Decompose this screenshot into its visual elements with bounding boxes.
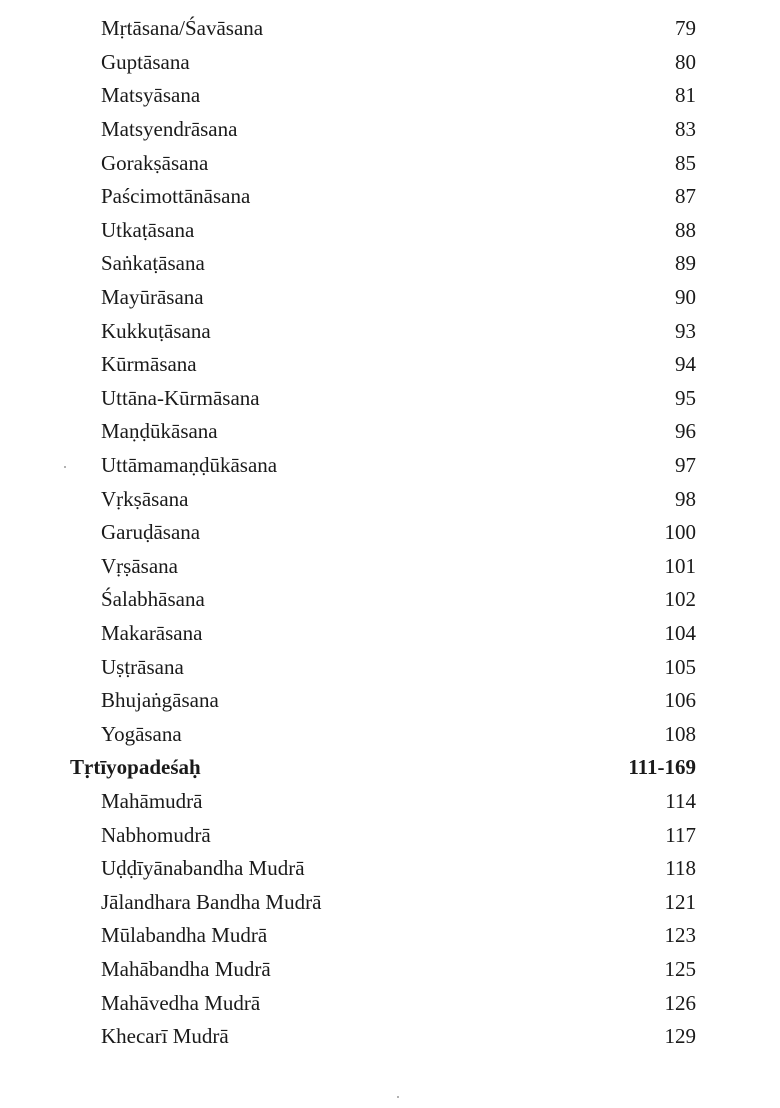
toc-entry-page-number: 105 [664,654,696,679]
toc-entry-page-number: 106 [664,688,696,713]
toc-entry-title: Mahāmudrā [101,788,203,813]
toc-entry-page-number: 90 [675,285,696,310]
toc-entry-row [70,214,696,248]
toc-entry-page-number: 79 [675,16,696,41]
toc-entry-title: Yogāsana [101,721,182,746]
toc-entry-page-number: 89 [675,251,696,276]
toc-entry-page-number: 100 [664,520,696,545]
toc-entry-page-number: 108 [664,721,696,746]
toc-entry-row [70,79,696,113]
toc-entry-title: Garuḍāsana [101,520,201,545]
toc-entry-page-number: 118 [665,856,696,881]
toc-entry-title: Matsyāsana [101,83,201,108]
toc-entry-row [70,617,696,651]
toc-entry-title: Makarāsana [101,620,203,645]
toc-entry-row [70,113,696,147]
toc-entry-page-number: 94 [675,352,696,377]
toc-entry-row [70,885,696,919]
toc-entry-page-number: 104 [664,620,696,645]
toc-entry-row [70,953,696,987]
toc-entry-title: Kukkuṭāsana [101,318,211,343]
toc-entry-row [70,46,696,80]
toc-entry-page-number: 98 [675,486,696,511]
toc-entry-page-number: 129 [664,1024,696,1049]
toc-entry-title: Uttāmamaṇḍūkāsana [101,453,278,478]
toc-entry-page-number: 95 [675,385,696,410]
toc-entry-page-number: 125 [664,956,696,981]
table-of-contents [70,12,696,1053]
toc-entry-row [70,986,696,1020]
toc-entry-title: Mahābandha Mudrā [101,956,271,981]
toc-entry-title: Gorakṣāsana [101,150,209,175]
toc-entry-row [70,382,696,416]
toc-entry-row [70,415,696,449]
toc-entry-row [70,684,696,718]
toc-entry-page-number: 126 [664,990,696,1015]
toc-entry-page-number: 117 [665,822,696,847]
toc-entry-page-number: 96 [675,419,696,444]
toc-entry-title: Uttāna-Kūrmāsana [101,385,260,410]
toc-entry-title: Saṅkaṭāsana [101,251,205,276]
toc-entry-row [70,650,696,684]
scan-speck [397,1096,399,1098]
toc-entry-title: Paścimottānāsana [101,184,251,209]
toc-entry-row [70,1020,696,1054]
toc-entry-row [70,449,696,483]
toc-entry-page-number: 93 [675,318,696,343]
toc-entry-title: Mayūrāsana [101,285,204,310]
toc-entry-row [70,482,696,516]
toc-entry-row [70,818,696,852]
toc-entry-row [70,314,696,348]
toc-entry-title: Maṇḍūkāsana [101,419,218,444]
toc-entry-page-number: 97 [675,453,696,478]
toc-entry-title: Vṛkṣāsana [101,486,189,511]
toc-entry-title: Nabhomudrā [101,822,211,847]
toc-entry-title: Uṣṭrāsana [101,654,184,679]
toc-section-title: Tṛtīyopadeśaḥ [70,755,201,780]
toc-section-row [70,751,696,785]
toc-entry-row [70,852,696,886]
toc-entry-title: Vṛṣāsana [101,553,178,578]
toc-entry-title: Mahāvedha Mudrā [101,990,261,1015]
toc-entry-title: Kūrmāsana [101,352,197,377]
toc-entry-page-number: 87 [675,184,696,209]
toc-entry-page-number: 101 [664,553,696,578]
toc-entry-row [70,785,696,819]
toc-entry-page-number: 85 [675,150,696,175]
toc-entry-title: Jālandhara Bandha Mudrā [101,889,322,914]
toc-entry-row [70,146,696,180]
toc-entry-page-number: 102 [664,587,696,612]
toc-entry-title: Uḍḍīyānabandha Mudrā [101,856,305,881]
toc-entry-row [70,516,696,550]
scan-speck [64,466,66,468]
toc-entry-page-number: 121 [664,889,696,914]
toc-section-page-range: 111-169 [628,755,696,780]
toc-entry-page-number: 80 [675,49,696,74]
toc-entry-row [70,583,696,617]
toc-entry-page-number: 88 [675,217,696,242]
toc-entry-row [70,550,696,584]
toc-entry-row [70,919,696,953]
toc-entry-row [70,281,696,315]
toc-entry-page-number: 83 [675,117,696,142]
toc-entry-title: Utkaṭāsana [101,217,195,242]
toc-entry-row [70,180,696,214]
toc-entry-row [70,717,696,751]
toc-entry-page-number: 81 [675,83,696,108]
toc-entry-row [70,12,696,46]
toc-entry-page-number: 123 [664,923,696,948]
toc-entry-row [70,247,696,281]
toc-entry-title: Mṛtāsana/Śavāsana [101,16,264,41]
toc-entry-title: Śalabhāsana [101,587,205,612]
toc-entry-page-number: 114 [665,788,696,813]
toc-entry-title: Mūlabandha Mudrā [101,923,268,948]
toc-entry-title: Guptāsana [101,49,190,74]
toc-entry-title: Khecarī Mudrā [101,1024,229,1049]
toc-entry-title: Bhujaṅgāsana [101,688,219,713]
toc-entry-row [70,348,696,382]
toc-entry-title: Matsyendrāsana [101,117,238,142]
